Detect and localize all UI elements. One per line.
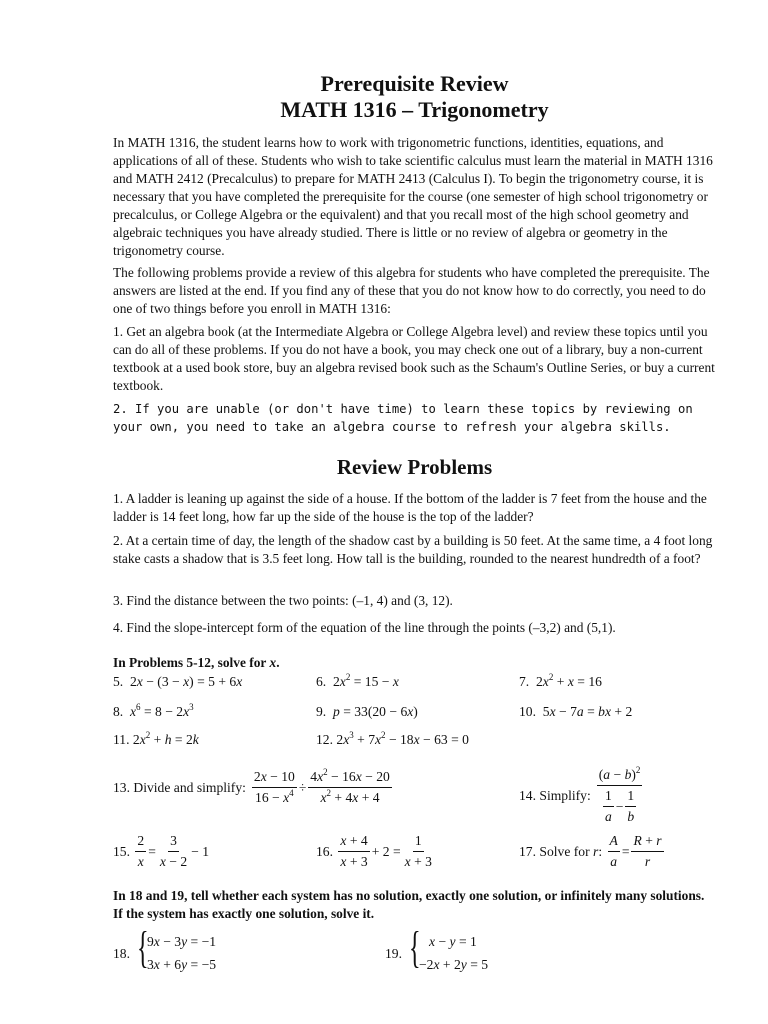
problem-18-label: 18. [113, 946, 130, 961]
problem-7: 7. $2x^2 + x = 16$ [519, 672, 602, 689]
problem-19-eq1: x − y = 1 [429, 934, 477, 949]
fraction-13a: $\frac{2x - 10}{16 - x^4}$ [253, 769, 295, 805]
problem-18-eq2: 3x + 6y = −5 [147, 957, 217, 972]
following-paragraph: The following problems provide a review of this algebra for students who have completed the prerequisite. The answers are listed at the end. If you find any of these that you do not know how to do correctly, you need to do one of two things before you enroll in MATH 1316: [113, 265, 710, 316]
problem-5: 5. 2x − (3 − x) = 5 + 6x [113, 674, 243, 689]
problem-6: 6. $2x^2 = 15 - x$ [316, 672, 399, 689]
problem-1: 1. A ladder is leaning up against the side of a house. If the bottom of the ladder is 7 feet from the house and the ladder is 14 feet long, how far up the side of the house is the top of the ladder? [113, 491, 707, 524]
problem-9: 9. p = 33(20 − 6x) [316, 704, 418, 719]
problem-13: 13. Divide and simplify: $\frac{2x - 10}{16 - x^4}$ ÷ $\frac{4x^2 - 16x - 20}{x^2 + 4x + 4}$ [113, 767, 390, 805]
brace-18: { [137, 923, 149, 972]
intro-paragraph: In MATH 1316, the student learns how to work with trigonometric functions, identities, equations, and applications of all of these. Students who wish to take scientific calculus must learn the material in MATH 1316 and MATH 2412 (Precalculus) to prepare for MATH 2413 (Calculus I). To begin the trigonometry course, it is necessary that you have completed the prerequisite for the course (one semester of high school trigonometry or precalculus, or College Algebra or the equivalent) and that you recall most of the high school geometry and algebraic techniques you have already studied. There is little or no review of algebra or geometry in the trigonometry course. [113, 135, 713, 258]
problem-19-eq2: −2x + 2y = 5 [419, 957, 489, 972]
problem-17: 17. Solve for r: $\frac{A}{a}$ = $\frac{R + r}{r}$ [519, 833, 662, 869]
problem-2: 2. At a certain time of day, the length of the shadow cast by a building is 50 feet. At the same time, a 4 foot long stake casts a shadow that is 3.5 feet long. How tall is the building, rounded to the nearest hundredth of a foot? [113, 533, 713, 566]
page-title: Prerequisite Review [320, 71, 509, 96]
problem-8: 8. $x^6 = 8 - 2x^3$ [113, 702, 194, 719]
fraction-14: $(a - b)^2$ $\frac{1}{a}$ − $\frac{1}{b}$ [598, 765, 641, 824]
section-heading: Review Problems [336, 455, 493, 479]
systems-heading: In 18 and 19, tell whether each system has no solution, exactly one solution, or infinitely many solutions. If the system has exactly one solution, solve it. [113, 888, 705, 921]
page-subtitle: MATH 1316 – Trigonometry [280, 97, 549, 122]
brace-19: { [409, 923, 421, 972]
problem-3: 3. Find the distance between the two points: (–1, 4) and (3, 12). [113, 593, 453, 608]
problem-18-eq1: 9x − 3y = −1 [147, 934, 217, 949]
problem-14: 14. Simplify: $(a - b)^2$ $\frac{1}{a}$ − $\frac{1}{b}$ [519, 765, 641, 824]
problem-10: 10. 5x − 7a = bx + 2 [519, 704, 633, 719]
problem-15: 15. $\frac{2}{x}$ = $\frac{3}{x - 2}$ − 1 [113, 833, 210, 869]
solve-heading: In Problems 5-12, solve for x. [113, 655, 280, 670]
option-two-paragraph: 2. If you are unable (or don't have time) to learn these topics by reviewing on your own, you need to take an algebra course to refresh your algebra skills. [113, 402, 693, 434]
problem-16: 16. $\frac{x + 4}{x + 3}$ + 2 = $\frac{1}{x + 3}$ [316, 833, 432, 869]
fraction-13b: $\frac{4x^2 - 16x - 20}{x^2 + 4x + 4}$ [310, 767, 390, 805]
problem-12: 12. $2x^3 + 7x^2 - 18x - 63 = 0$ [316, 730, 469, 747]
problem-11: 11. $2x^2 + h = 2k$ [113, 730, 199, 747]
option-one-paragraph: 1. Get an algebra book (at the Intermediate Algebra or College Algebra level) and review these topics until you can do all of these problems. If you do not have a book, you may check one out of a library, buy a non-current textbook at a used book store, buy an algebra revised book such as the Schaum's Outline Series, or buy a current textbook. [113, 324, 715, 393]
problem-19-label: 19. [385, 946, 402, 961]
problem-4: 4. Find the slope-intercept form of the equation of the line through the points (–3,2) and (5,1). [113, 620, 616, 635]
